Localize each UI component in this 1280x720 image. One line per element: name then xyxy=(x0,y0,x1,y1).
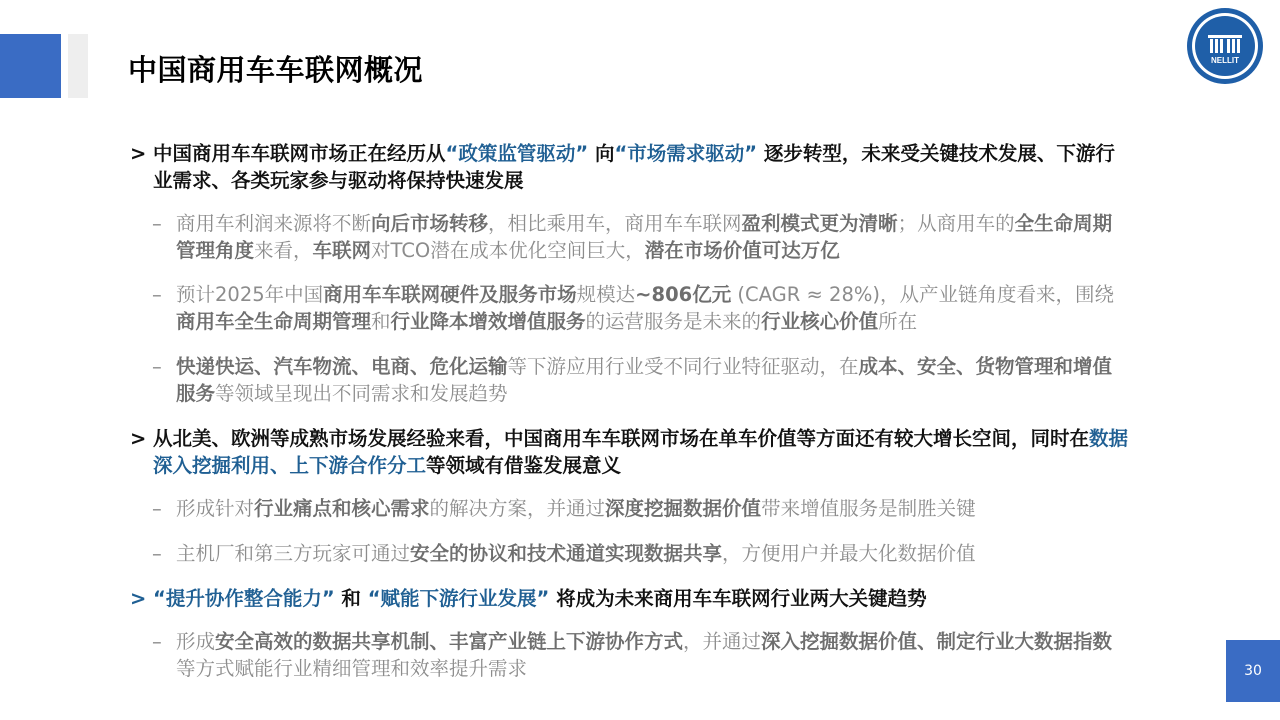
university-logo xyxy=(1186,7,1264,85)
bullet-1: > 中国商用车车联网市场正在经历从“政策监管驱动” 向“市场需求驱动” 逐步转型，未来受关键技术发展、下游行业需求、各类玩家参与驱动将保持快速发展 xyxy=(130,142,1115,192)
slide-title: 中国商用车车联网概况 xyxy=(128,53,424,87)
sub-bullet-5: – 主机厂和第三方玩家可通过安全的协议和技术通道实现数据共享，方便用户并最大化数据价值 xyxy=(152,542,976,565)
sub-bullet-3: – 快递快运、汽车物流、电商、危化运输等下游应用行业受不同行业特征驱动，在成本、安全、货物管理和增值服务等领域呈现出不同需求和发展趋势 xyxy=(152,355,1113,405)
title-accent-shadow xyxy=(68,34,88,98)
sub-bullet-marker: – xyxy=(152,283,162,306)
svg-text:NELLIT: NELLIT xyxy=(1211,56,1239,65)
slide-body xyxy=(130,140,1130,682)
sub-bullet-marker: – xyxy=(152,630,162,653)
bullet-marker: > xyxy=(130,142,147,165)
bullet-marker: > xyxy=(130,427,147,450)
page-number: 30 xyxy=(1226,640,1280,702)
bullet-marker: > xyxy=(130,587,147,610)
sub-bullet-2: – 预计2025年中国商用车车联网硬件及服务市场规模达~806亿元 (CAGR ≈ 28%)，从产业链角度看来，围绕商用车全生命周期管理和行业降本增效增值服务的运营服务是未来的行业核心价值所在 xyxy=(152,283,1114,333)
sub-bullet-marker: – xyxy=(152,212,162,235)
sub-bullet-4: – 形成针对行业痛点和核心需求的解决方案，并通过深度挖掘数据价值带来增值服务是制胜关键 xyxy=(152,497,976,520)
sub-bullet-1: – 商用车利润来源将不断向后市场转移，相比乘用车，商用车车联网盈利模式更为清晰；从商用车的全生命周期管理角度来看，车联网对TCO潜在成本优化空间巨大，潜在市场价值可达万亿 xyxy=(152,212,1113,262)
bullet-3: > “提升协作整合能力” 和 “赋能下游行业发展” 将成为未来商用车车联网行业两大关键趋势 xyxy=(130,587,927,610)
sub-bullet-marker: – xyxy=(152,355,162,378)
sub-bullet-marker: – xyxy=(152,497,162,520)
title-accent-bar xyxy=(0,34,61,98)
sub-bullet-marker: – xyxy=(152,542,162,565)
sub-bullet-6: – 形成安全高效的数据共享机制、丰富产业链上下游协作方式，并通过深入挖掘数据价值、制定行业大数据指数等方式赋能行业精细管理和效率提升需求 xyxy=(152,630,1113,680)
bullet-2: > 从北美、欧洲等成熟市场发展经验来看，中国商用车车联网市场在单车价值等方面还有较大增长空间，同时在数据深入挖掘利用、上下游合作分工等领域有借鉴发展意义 xyxy=(130,427,1129,477)
